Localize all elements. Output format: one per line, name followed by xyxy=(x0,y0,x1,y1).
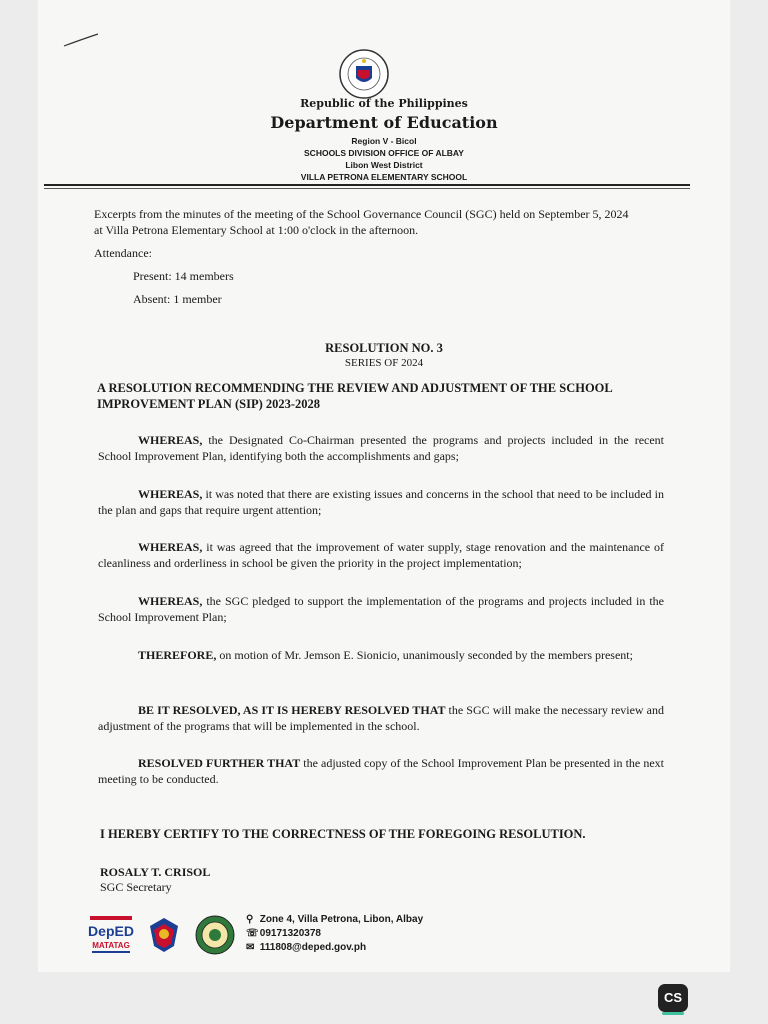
certification-statement: I HEREBY CERTIFY TO THE CORRECTNESS OF THE FOREGOING RESOLUTION. xyxy=(100,827,586,841)
paragraph-text: it was agreed that the improvement of water supply, stage renovation and the maintenance of cleanliness and orderliness in school be given the priority in the project implementation; xyxy=(98,540,664,570)
camscanner-badge: CS xyxy=(658,984,688,1012)
paragraph-lead: WHEREAS, xyxy=(138,594,203,608)
resolution-paragraph xyxy=(98,647,664,663)
signatory-name: ROSALY T. CRISOL xyxy=(100,865,211,879)
resolution-paragraph xyxy=(98,755,664,787)
paragraph-lead: BE IT RESOLVED, AS IT IS HEREBY RESOLVED THAT xyxy=(138,703,446,717)
resolution-paragraph xyxy=(98,593,664,625)
attendance-present: Present: 14 members xyxy=(133,269,234,283)
header-region: Region V - Bicol xyxy=(351,136,417,146)
phone-icon: ☏ xyxy=(246,928,259,939)
attendance-label: Attendance: xyxy=(94,246,152,260)
paragraph-text: the adjusted copy of the School Improvement Plan be presented in the next meeting to be conducted. xyxy=(98,756,664,786)
deped-logo-text: DepED xyxy=(88,923,134,939)
email-text: 111808@deped.gov.ph xyxy=(259,942,367,953)
resolution-number: RESOLUTION NO. 3 xyxy=(325,341,443,355)
address-text: Zone 4, Villa Petrona, Libon, Albay xyxy=(259,914,424,925)
header-school: VILLA PETRONA ELEMENTARY SCHOOL xyxy=(300,172,468,182)
paragraph-lead: WHEREAS, xyxy=(138,433,203,447)
minutes-excerpt: Excerpts from the minutes of the meeting of the School Governance Council (SGC) held on September 5, 2024 at Villa Petrona Elementary School at 1:00 o'clock in the afternoon. xyxy=(94,207,629,237)
signatory-role: SGC Secretary xyxy=(100,880,172,894)
header-divider-thin xyxy=(44,188,690,189)
resolution-series: SERIES OF 2024 xyxy=(344,357,424,369)
paragraph-lead: THEREFORE, xyxy=(138,648,217,662)
attendance-absent: Absent: 1 member xyxy=(133,292,222,306)
contact-email xyxy=(246,942,366,953)
paragraph-lead: RESOLVED FURTHER THAT xyxy=(138,756,301,770)
header-division: SCHOOLS DIVISION OFFICE OF ALBAY xyxy=(304,148,464,158)
resolution-paragraph xyxy=(98,486,664,518)
email-icon: ✉ xyxy=(246,942,255,953)
resolution-paragraph xyxy=(98,702,664,734)
resolution-title: A RESOLUTION RECOMMENDING THE REVIEW AND ADJUSTMENT OF THE SCHOOL IMPROVEMENT PLAN (SIP) 2023-2028 xyxy=(97,381,613,411)
contact-address xyxy=(246,914,423,925)
pen-mark xyxy=(62,30,102,50)
deped-matatag-logo xyxy=(86,914,136,956)
paragraph-text: it was noted that there are existing issues and concerns in the school that need to be included in the plan and gaps that require urgent attention; xyxy=(98,487,664,517)
header-department: Department of Education xyxy=(270,113,498,132)
deped-seal-icon xyxy=(338,48,390,100)
paragraph-text: the Designated Co-Chairman presented the programs and projects included in the recent School Improvement Plan, identifying both the accomplishments and gaps; xyxy=(98,433,664,463)
paragraph-text: the SGC pledged to support the implementation of the programs and projects included in the School Improvement Plan; xyxy=(98,594,664,624)
bagong-pilipinas-logo xyxy=(144,914,184,956)
header-divider xyxy=(44,184,690,186)
school-seal-icon xyxy=(194,914,236,956)
paragraph-text: the SGC will make the necessary review and adjustment of the programs that will be implemented in the school. xyxy=(98,703,664,733)
location-pin-icon: ⚲ xyxy=(246,914,254,925)
header-district: Libon West District xyxy=(345,160,423,170)
phone-text: 09171320378 xyxy=(259,928,321,939)
contact-phone xyxy=(246,928,321,939)
paragraph-lead: WHEREAS, xyxy=(138,487,203,501)
deped-logo-sub: MATATAG xyxy=(92,941,130,950)
paragraph-text: on motion of Mr. Jemson E. Sionicio, unanimously seconded by the members present; xyxy=(216,648,633,662)
resolution-paragraph xyxy=(98,432,664,464)
paragraph-lead: WHEREAS, xyxy=(138,540,203,554)
resolution-paragraph xyxy=(98,539,664,571)
header-republic: Republic of the Philippines xyxy=(300,97,468,110)
